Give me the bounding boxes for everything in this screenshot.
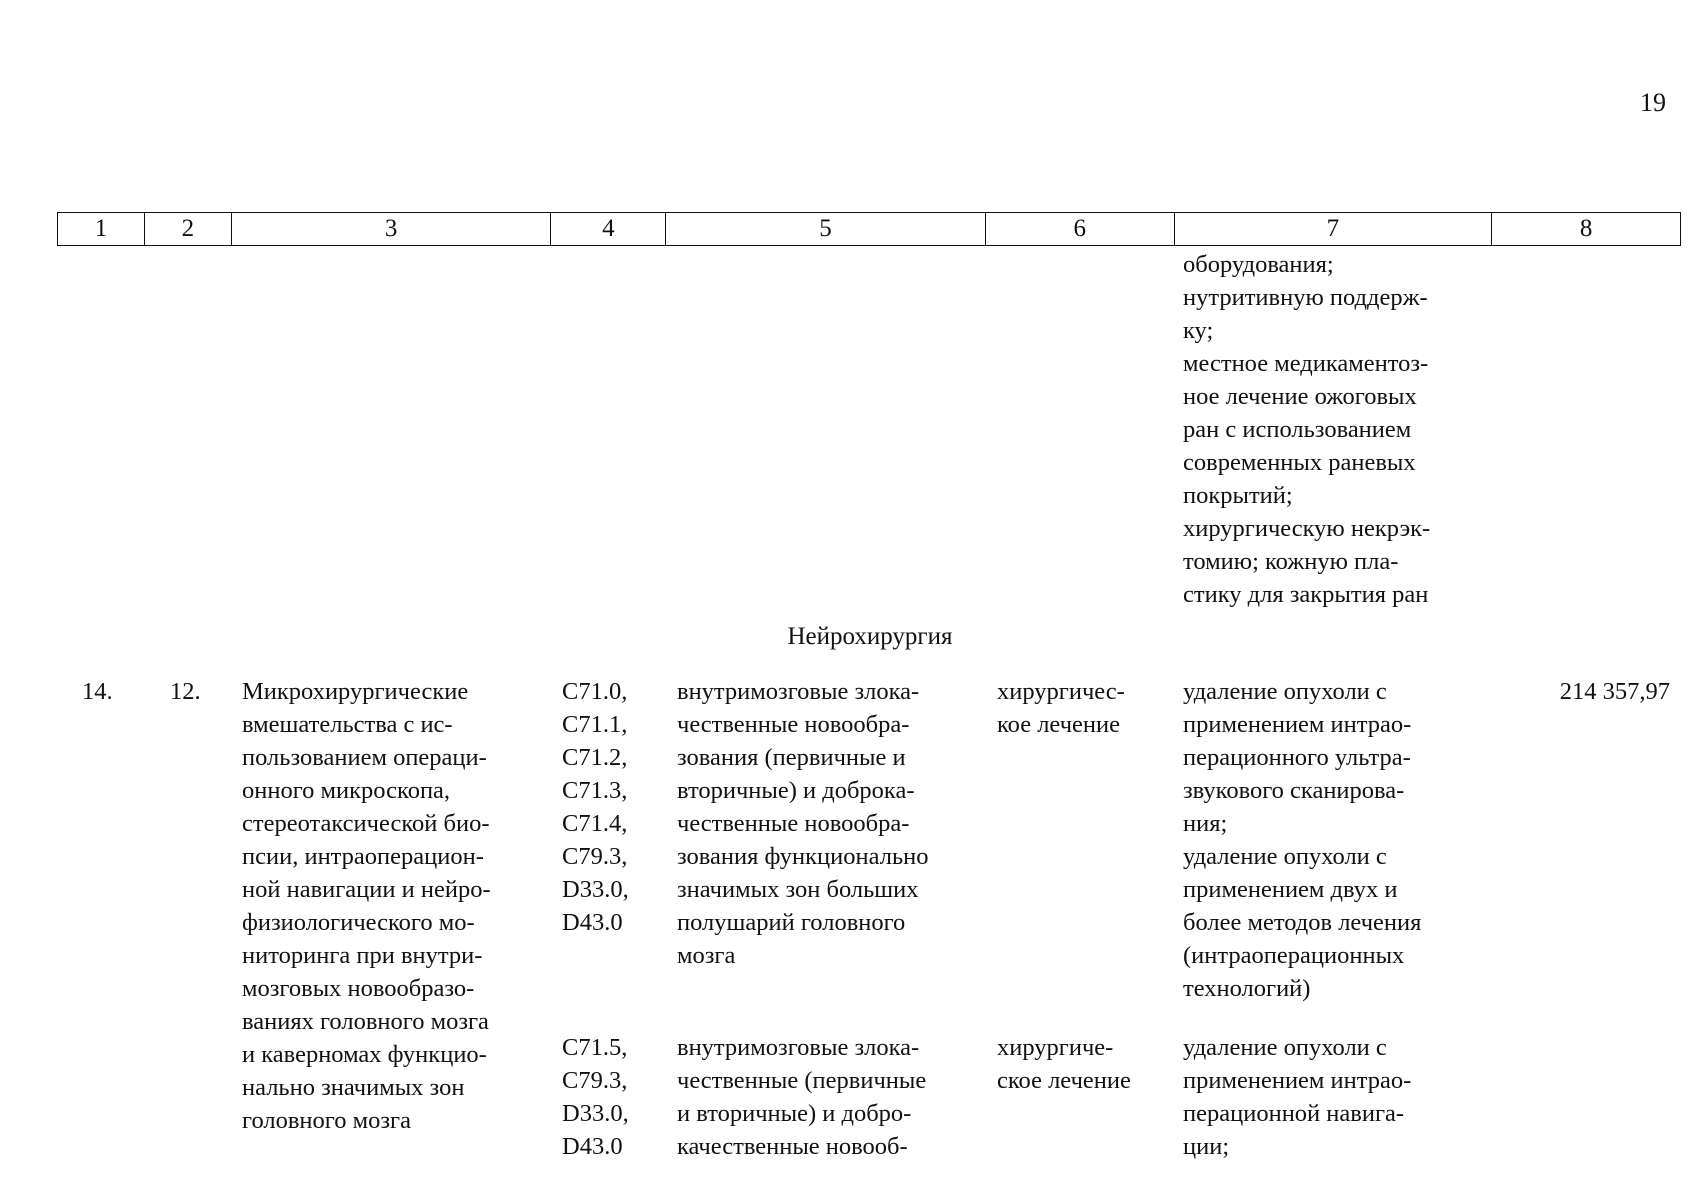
page-number: 19: [1640, 88, 1666, 117]
text-line: ваниях головного мозга: [242, 1008, 489, 1035]
text-line: нально значимых зон: [242, 1074, 465, 1101]
icd-code: C71.1,: [562, 711, 628, 738]
row-number-text: 14.: [82, 678, 113, 705]
icd-code: C71.0,: [562, 678, 628, 705]
text-line: ции;: [1183, 1133, 1230, 1160]
text-line: полушарий головного: [677, 909, 906, 936]
text-line: чественные новообра-: [677, 810, 910, 837]
icd-code: C71.5,: [562, 1034, 628, 1061]
text-line: и каверномах функцио-: [242, 1041, 487, 1068]
text-line: стереотаксической био-: [242, 810, 490, 837]
header-col-7: 7: [1175, 213, 1493, 245]
text-line: кое лечение: [997, 711, 1120, 738]
text-line: оборудования;: [1183, 251, 1334, 278]
text-line: местное медикаментоз-: [1183, 350, 1429, 377]
text-line: покрытий;: [1183, 482, 1293, 509]
text-line: вторичные) и доброка-: [677, 777, 915, 804]
icd-code: C79.3,: [562, 1067, 628, 1094]
text-line: (интраоперационных: [1183, 942, 1405, 969]
text-line: применением интрао-: [1183, 711, 1412, 738]
icd-code: C71.2,: [562, 744, 628, 771]
text-line: ку;: [1183, 317, 1214, 344]
treatment-method-cell: [1183, 1031, 1482, 1163]
text-line: применением двух и: [1183, 876, 1398, 903]
icd-codes-cell: [562, 675, 642, 939]
text-line: более методов лечения: [1183, 909, 1422, 936]
text-line: внутримозговые злока-: [677, 1034, 920, 1061]
text-line: онного микроскопа,: [242, 777, 451, 804]
group-number-text: 12.: [170, 678, 201, 705]
table-header-row: [57, 212, 1681, 246]
diagnosis-cell: [677, 675, 975, 972]
text-line: физиологического мо-: [242, 909, 475, 936]
text-line: ское лечение: [997, 1067, 1131, 1094]
intervention-description-cell: [242, 675, 542, 1137]
icd-code: C71.3,: [562, 777, 628, 804]
icd-code: D33.0,: [562, 876, 629, 903]
text-line: удаление опухоли с: [1183, 843, 1387, 870]
text-line: значимых зон больших: [677, 876, 919, 903]
text-line: стику для закрытия ран: [1183, 581, 1429, 608]
header-col-6: 6: [986, 213, 1175, 245]
text-line: чественные (первичные: [677, 1067, 927, 1094]
price-cell: [1540, 675, 1670, 708]
text-line: современных раневых: [1183, 449, 1416, 476]
text-line: хирургиче-: [997, 1034, 1114, 1061]
price-value: 214 357,97: [1559, 678, 1670, 705]
text-line: хирургическую некрэк-: [1183, 515, 1431, 542]
text-line: перационного ультра-: [1183, 744, 1411, 771]
text-line: технологий): [1183, 975, 1311, 1002]
header-col-5: 5: [666, 213, 986, 245]
text-line: звукового сканирова-: [1183, 777, 1405, 804]
group-number: [170, 675, 210, 708]
text-line: чественные новообра-: [677, 711, 910, 738]
icd-code: D43.0: [562, 909, 623, 936]
text-line: ное лечение ожоговых: [1183, 383, 1417, 410]
text-line: мозга: [677, 942, 736, 969]
continued-methods-cell: [1183, 248, 1482, 611]
icd-codes-cell: [562, 1031, 642, 1163]
text-line: удаление опухоли с: [1183, 1034, 1387, 1061]
diagnosis-cell: [677, 1031, 975, 1163]
text-line: применением интрао-: [1183, 1067, 1412, 1094]
text-line: перационной навига-: [1183, 1100, 1405, 1127]
text-line: ран с использованием: [1183, 416, 1412, 443]
text-line: вмешательства с ис-: [242, 711, 453, 738]
icd-code: D33.0,: [562, 1100, 629, 1127]
text-line: нутритивную поддерж-: [1183, 284, 1428, 311]
text-line: ния;: [1183, 810, 1228, 837]
header-col-2: 2: [145, 213, 232, 245]
icd-code: C71.4,: [562, 810, 628, 837]
text-line: пользованием операци-: [242, 744, 487, 771]
text-line: головного мозга: [242, 1107, 411, 1134]
text-line: мозговых новообразо-: [242, 975, 475, 1002]
icd-code: D43.0: [562, 1133, 623, 1160]
text-line: ниторинга при внутри-: [242, 942, 483, 969]
text-line: ной навигации и нейро-: [242, 876, 491, 903]
text-line: зования функционально: [677, 843, 929, 870]
header-col-1: 1: [58, 213, 145, 245]
icd-code: C79.3,: [562, 843, 628, 870]
text-line: зования (первичные и: [677, 744, 906, 771]
text-line: удаление опухоли с: [1183, 678, 1387, 705]
text-line: томию; кожную пла-: [1183, 548, 1399, 575]
text-line: качественные новооб-: [677, 1133, 908, 1160]
treatment-method-cell: [1183, 675, 1482, 1005]
header-col-3: 3: [232, 213, 552, 245]
text-line: Микрохирургические: [242, 678, 469, 705]
text-line: хирургичес-: [997, 678, 1125, 705]
text-line: внутримозговые злока-: [677, 678, 920, 705]
row-number: [82, 675, 126, 708]
text-line: псии, интраоперацион-: [242, 843, 484, 870]
treatment-type-cell: [997, 1031, 1167, 1097]
section-title: Нейрохирургия: [787, 623, 953, 650]
text-line: и вторичные) и добро-: [677, 1100, 912, 1127]
header-col-8: 8: [1579, 215, 1593, 242]
treatment-type-cell: [997, 675, 1167, 741]
header-col-4: 4: [551, 213, 666, 245]
